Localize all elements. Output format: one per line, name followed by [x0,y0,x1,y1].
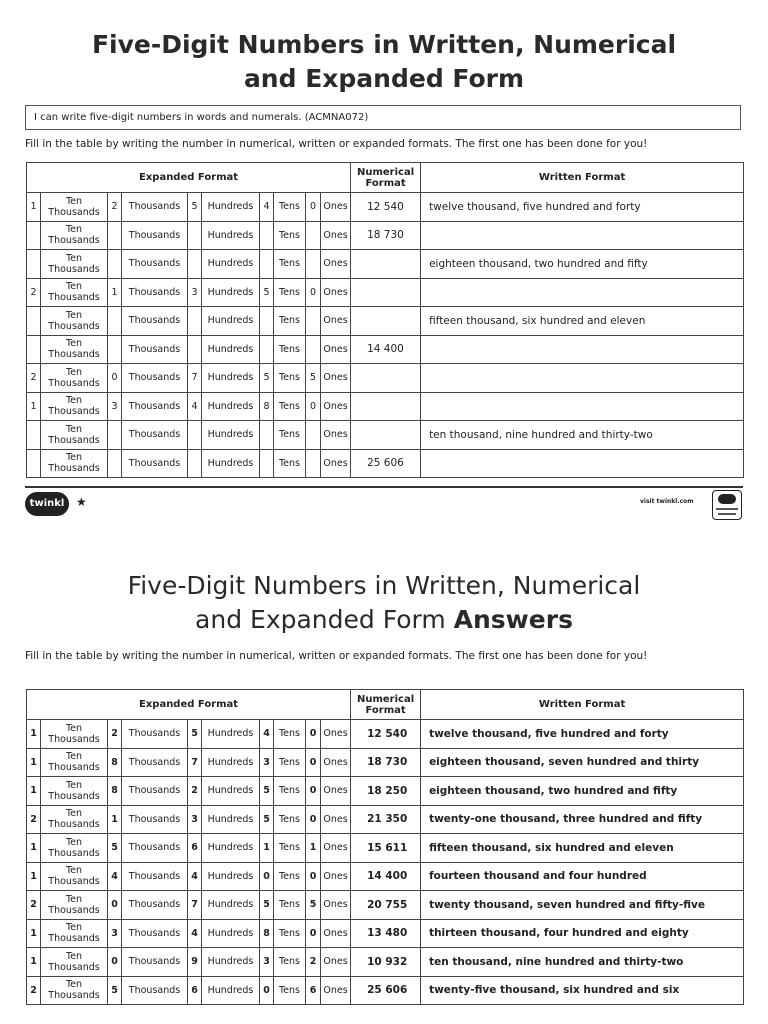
tens-digit-cell[interactable]: 0 [260,976,274,1005]
hundreds-label: Hundreds [202,805,260,834]
ones-digit-cell[interactable]: 5 [306,891,321,920]
hundreds-label: Hundreds [202,834,260,863]
tens-digit-cell[interactable]: 5 [260,891,274,920]
hundreds-digit-cell[interactable] [188,335,202,364]
answers-expanded-format-header: Expanded Format [27,690,351,720]
tens-digit-cell[interactable]: 8 [260,919,274,948]
numerical-format-cell[interactable]: 10 932 [351,948,421,977]
tens-digit-cell[interactable] [260,250,274,279]
ones-label: Ones [321,862,351,891]
hundreds-label: Hundreds [202,250,260,279]
numerical-format-cell[interactable] [351,421,421,450]
thousands-digit-cell[interactable]: 1 [108,805,122,834]
hundreds-label: Hundreds [202,777,260,806]
ones-digit-cell[interactable]: 6 [306,976,321,1005]
hundreds-digit-cell[interactable] [188,221,202,250]
thousands-label: Thousands [122,307,188,336]
ten-thousands-label: Ten Thousands [41,976,108,1005]
tens-label: Tens [274,720,306,749]
ones-label: Ones [321,891,351,920]
thousands-digit-cell[interactable] [108,449,122,478]
ten-thousands-label: Ten Thousands [41,278,108,307]
thousands-label: Thousands [122,392,188,421]
thousands-label: Thousands [122,364,188,393]
thousands-digit-cell[interactable]: 2 [108,720,122,749]
thousands-digit-cell[interactable] [108,250,122,279]
tens-label: Tens [274,364,306,393]
twinkl-logo: twinkl [25,492,69,516]
written-format-cell[interactable] [421,335,744,364]
tens-label: Tens [274,777,306,806]
ones-label: Ones [321,805,351,834]
written-format-cell[interactable]: fifteen thousand, six hundred and eleven [421,834,744,863]
tens-label: Tens [274,449,306,478]
ten-thousands-label: Ten Thousands [41,250,108,279]
hundreds-digit-cell[interactable] [188,307,202,336]
numerical-format-cell[interactable]: 15 611 [351,834,421,863]
ten-thousands-label: Ten Thousands [41,777,108,806]
hundreds-label: Hundreds [202,307,260,336]
table-row [27,278,744,307]
ones-label: Ones [321,221,351,250]
ones-label: Ones [321,278,351,307]
worksheet-title [0,28,768,96]
thousands-label: Thousands [122,193,188,222]
ten-thousands-digit-cell[interactable]: 1 [27,834,41,863]
ones-digit-cell[interactable] [306,449,321,478]
table-row [27,777,744,806]
answers-table [26,689,744,1005]
instructions: Fill in the table by writing the number in numerical, written or expanded formats. The first one has been done for you! [25,138,648,150]
ones-digit-cell[interactable]: 0 [306,720,321,749]
written-format-cell[interactable]: fifteen thousand, six hundred and eleven [421,307,744,336]
tens-label: Tens [274,919,306,948]
hundreds-digit-cell[interactable]: 6 [188,976,202,1005]
ones-label: Ones [321,720,351,749]
ten-thousands-label: Ten Thousands [41,193,108,222]
tens-digit-cell[interactable]: 5 [260,805,274,834]
ones-label: Ones [321,919,351,948]
hundreds-digit-cell[interactable]: 5 [188,720,202,749]
written-format-cell[interactable] [421,221,744,250]
thousands-digit-cell[interactable]: 2 [108,193,122,222]
hundreds-digit-cell[interactable] [188,250,202,279]
written-format-cell[interactable]: ten thousand, nine hundred and thirty-two [421,948,744,977]
hundreds-digit-cell[interactable]: 4 [188,392,202,421]
table-row [27,834,744,863]
thousands-label: Thousands [122,335,188,364]
answers-page [0,560,768,1024]
tens-digit-cell[interactable]: 1 [260,834,274,863]
hundreds-label: Hundreds [202,449,260,478]
hundreds-label: Hundreds [202,862,260,891]
written-format-cell[interactable]: ten thousand, nine hundred and thirty-two [421,421,744,450]
tens-digit-cell[interactable] [260,221,274,250]
ones-label: Ones [321,250,351,279]
tens-label: Tens [274,221,306,250]
title-line-2: and Expanded Form [243,64,525,93]
table-row [27,364,744,393]
ten-thousands-digit-cell[interactable] [27,221,41,250]
ones-label: Ones [321,748,351,777]
tens-digit-cell[interactable] [260,335,274,364]
written-format-cell[interactable]: twenty-one thousand, three hundred and fifty [421,805,744,834]
hundreds-label: Hundreds [202,221,260,250]
ten-thousands-digit-cell[interactable]: 1 [27,748,41,777]
ten-thousands-digit-cell[interactable] [27,449,41,478]
table-row [27,193,744,222]
tens-digit-cell[interactable]: 4 [260,720,274,749]
written-format-cell[interactable] [421,364,744,393]
table-row [27,862,744,891]
thousands-digit-cell[interactable] [108,221,122,250]
ones-label: Ones [321,307,351,336]
ten-thousands-digit-cell[interactable]: 2 [27,278,41,307]
tens-digit-cell[interactable]: 8 [260,392,274,421]
written-format-cell[interactable]: eighteen thousand, seven hundred and thirty [421,748,744,777]
ten-thousands-digit-cell[interactable]: 1 [27,392,41,421]
written-format-cell[interactable] [421,392,744,421]
answers-instructions: Fill in the table by writing the number in numerical, written or expanded formats. The first one has been done for you! [25,650,648,662]
ones-label: Ones [321,976,351,1005]
ten-thousands-label: Ten Thousands [41,805,108,834]
ones-digit-cell[interactable]: 1 [306,834,321,863]
ten-thousands-digit-cell[interactable]: 1 [27,777,41,806]
thousands-label: Thousands [122,891,188,920]
written-format-cell[interactable]: eighteen thousand, two hundred and fifty [421,250,744,279]
hundreds-digit-cell[interactable]: 4 [188,862,202,891]
tens-digit-cell[interactable]: 3 [260,748,274,777]
worksheet-table [26,162,744,478]
thousands-digit-cell[interactable] [108,307,122,336]
tens-label: Tens [274,421,306,450]
table-row [27,221,744,250]
ones-digit-cell[interactable] [306,335,321,364]
tens-digit-cell[interactable]: 5 [260,777,274,806]
ten-thousands-label: Ten Thousands [41,421,108,450]
tens-digit-cell[interactable]: 5 [260,364,274,393]
ten-thousands-label: Ten Thousands [41,948,108,977]
thousands-digit-cell[interactable]: 5 [108,834,122,863]
ones-digit-cell[interactable]: 0 [306,919,321,948]
table-row [27,307,744,336]
tens-label: Tens [274,976,306,1005]
written-format-cell[interactable] [421,278,744,307]
thousands-digit-cell[interactable]: 3 [108,392,122,421]
written-format-cell[interactable]: twelve thousand, five hundred and forty [421,193,744,222]
ones-digit-cell[interactable]: 5 [306,364,321,393]
ten-thousands-label: Ten Thousands [41,307,108,336]
numerical-format-cell[interactable]: 13 480 [351,919,421,948]
tens-label: Tens [274,891,306,920]
numerical-format-cell[interactable]: 21 350 [351,805,421,834]
hundreds-label: Hundreds [202,976,260,1005]
hundreds-digit-cell[interactable] [188,449,202,478]
tens-digit-cell[interactable] [260,307,274,336]
thousands-digit-cell[interactable]: 3 [108,919,122,948]
ones-label: Ones [321,193,351,222]
thousands-label: Thousands [122,421,188,450]
ones-label: Ones [321,449,351,478]
tens-digit-cell[interactable]: 3 [260,948,274,977]
answers-numerical-format-header: Numerical Format [351,690,421,720]
ten-thousands-digit-cell[interactable]: 2 [27,891,41,920]
tens-label: Tens [274,193,306,222]
ten-thousands-digit-cell[interactable] [27,421,41,450]
table-row [27,891,744,920]
numerical-format-cell[interactable]: 12 540 [351,193,421,222]
table-row [27,335,744,364]
tens-label: Tens [274,862,306,891]
learning-objective: I can write five-digit numbers in words and numerals. (ACMNA072) [25,105,741,130]
hundreds-label: Hundreds [202,948,260,977]
thousands-digit-cell[interactable] [108,335,122,364]
ten-thousands-digit-cell[interactable]: 1 [27,862,41,891]
ten-thousands-digit-cell[interactable] [27,335,41,364]
thousands-digit-cell[interactable]: 8 [108,777,122,806]
hundreds-label: Hundreds [202,364,260,393]
numerical-format-cell[interactable]: 25 606 [351,449,421,478]
ones-digit-cell[interactable]: 0 [306,193,321,222]
thousands-label: Thousands [122,748,188,777]
footer-rule [25,486,743,488]
hundreds-digit-cell[interactable]: 7 [188,748,202,777]
thousands-digit-cell[interactable]: 0 [108,891,122,920]
tens-digit-cell[interactable] [260,449,274,478]
ten-thousands-label: Ten Thousands [41,335,108,364]
title-line-1: Five-Digit Numbers in Written, Numerical [91,30,677,59]
ten-thousands-label: Ten Thousands [41,834,108,863]
written-format-cell[interactable]: twenty-five thousand, six hundred and six [421,976,744,1005]
thousands-label: Thousands [122,834,188,863]
answers-title [0,569,768,637]
ten-thousands-label: Ten Thousands [41,364,108,393]
ones-label: Ones [321,335,351,364]
hundreds-digit-cell[interactable]: 3 [188,278,202,307]
hundreds-digit-cell[interactable] [188,421,202,450]
ones-label: Ones [321,948,351,977]
tens-label: Tens [274,307,306,336]
ones-label: Ones [321,364,351,393]
ten-thousands-label: Ten Thousands [41,862,108,891]
tens-label: Tens [274,748,306,777]
ones-label: Ones [321,834,351,863]
hundreds-label: Hundreds [202,919,260,948]
thousands-label: Thousands [122,278,188,307]
ten-thousands-label: Ten Thousands [41,449,108,478]
hundreds-digit-cell[interactable]: 2 [188,777,202,806]
ten-thousands-digit-cell[interactable]: 1 [27,720,41,749]
quality-badge-icon [712,490,742,520]
hundreds-label: Hundreds [202,392,260,421]
hundreds-label: Hundreds [202,891,260,920]
numerical-format-cell[interactable]: 14 400 [351,862,421,891]
ones-digit-cell[interactable]: 0 [306,392,321,421]
thousands-digit-cell[interactable]: 5 [108,976,122,1005]
ones-label: Ones [321,421,351,450]
table-row [27,948,744,977]
tens-label: Tens [274,335,306,364]
hundreds-digit-cell[interactable]: 4 [188,919,202,948]
hundreds-digit-cell[interactable]: 9 [188,948,202,977]
tens-label: Tens [274,392,306,421]
hundreds-digit-cell[interactable]: 7 [188,891,202,920]
ones-label: Ones [321,392,351,421]
thousands-digit-cell[interactable]: 0 [108,364,122,393]
tens-label: Tens [274,834,306,863]
numerical-format-cell[interactable]: 18 730 [351,748,421,777]
written-format-cell[interactable]: twenty thousand, seven hundred and fifty-five [421,891,744,920]
ones-digit-cell[interactable]: 0 [306,748,321,777]
answers-title-suffix: Answers [453,605,573,634]
table-row [27,919,744,948]
numerical-format-cell[interactable]: 20 755 [351,891,421,920]
hundreds-label: Hundreds [202,421,260,450]
thousands-digit-cell[interactable]: 4 [108,862,122,891]
table-row [27,976,744,1005]
ones-digit-cell[interactable]: 0 [306,862,321,891]
tens-digit-cell[interactable] [260,421,274,450]
table-row [27,805,744,834]
thousands-label: Thousands [122,720,188,749]
thousands-label: Thousands [122,449,188,478]
ones-digit-cell[interactable] [306,250,321,279]
ten-thousands-label: Ten Thousands [41,392,108,421]
ten-thousands-digit-cell[interactable]: 2 [27,976,41,1005]
written-format-cell[interactable] [421,449,744,478]
table-row [27,392,744,421]
ones-digit-cell[interactable]: 2 [306,948,321,977]
tens-label: Tens [274,805,306,834]
written-format-cell[interactable]: eighteen thousand, two hundred and fifty [421,777,744,806]
written-format-header: Written Format [421,163,744,193]
hundreds-label: Hundreds [202,720,260,749]
tens-digit-cell[interactable]: 5 [260,278,274,307]
numerical-format-cell[interactable] [351,250,421,279]
numerical-format-cell[interactable]: 18 250 [351,777,421,806]
ten-thousands-label: Ten Thousands [41,748,108,777]
numerical-format-cell[interactable] [351,307,421,336]
ones-digit-cell[interactable] [306,221,321,250]
ten-thousands-digit-cell[interactable] [27,307,41,336]
hundreds-label: Hundreds [202,278,260,307]
thousands-label: Thousands [122,805,188,834]
tens-label: Tens [274,250,306,279]
hundreds-label: Hundreds [202,335,260,364]
thousands-digit-cell[interactable]: 8 [108,748,122,777]
ten-thousands-label: Ten Thousands [41,720,108,749]
expanded-format-header: Expanded Format [27,163,351,193]
tens-digit-cell[interactable]: 4 [260,193,274,222]
thousands-label: Thousands [122,976,188,1005]
thousands-label: Thousands [122,919,188,948]
table-row [27,421,744,450]
thousands-label: Thousands [122,862,188,891]
ten-thousands-digit-cell[interactable]: 2 [27,364,41,393]
written-format-cell[interactable]: thirteen thousand, four hundred and eighty [421,919,744,948]
written-format-cell[interactable]: twelve thousand, five hundred and forty [421,720,744,749]
visit-link[interactable]: visit twinkl.com [640,498,694,505]
table-row [27,720,744,749]
written-format-cell[interactable]: fourteen thousand and four hundred [421,862,744,891]
numerical-format-cell[interactable] [351,392,421,421]
thousands-label: Thousands [122,250,188,279]
ones-digit-cell[interactable]: 0 [306,805,321,834]
ten-thousands-digit-cell[interactable]: 1 [27,193,41,222]
hundreds-label: Hundreds [202,193,260,222]
tens-label: Tens [274,948,306,977]
numerical-format-header: Numerical Format [351,163,421,193]
numerical-format-cell[interactable] [351,364,421,393]
answers-title-line-2: and Expanded Form [195,605,446,634]
ten-thousands-label: Ten Thousands [41,221,108,250]
star-icon: ★ [76,495,87,509]
tens-label: Tens [274,278,306,307]
numerical-format-cell[interactable] [351,278,421,307]
ones-digit-cell[interactable] [306,307,321,336]
ten-thousands-digit-cell[interactable]: 1 [27,948,41,977]
numerical-format-cell[interactable]: 18 730 [351,221,421,250]
numerical-format-cell[interactable]: 14 400 [351,335,421,364]
ones-digit-cell[interactable]: 0 [306,777,321,806]
ten-thousands-digit-cell[interactable]: 2 [27,805,41,834]
ones-digit-cell[interactable] [306,421,321,450]
hundreds-digit-cell[interactable]: 7 [188,364,202,393]
thousands-label: Thousands [122,948,188,977]
thousands-label: Thousands [122,221,188,250]
thousands-digit-cell[interactable]: 1 [108,278,122,307]
numerical-format-cell[interactable]: 25 606 [351,976,421,1005]
thousands-label: Thousands [122,777,188,806]
answers-title-line-1: Five-Digit Numbers in Written, Numerical [127,571,641,600]
numerical-format-cell[interactable]: 12 540 [351,720,421,749]
ten-thousands-digit-cell[interactable]: 1 [27,919,41,948]
ten-thousands-digit-cell[interactable] [27,250,41,279]
ones-label: Ones [321,777,351,806]
table-row [27,449,744,478]
ten-thousands-label: Ten Thousands [41,891,108,920]
table-row [27,748,744,777]
tens-digit-cell[interactable]: 0 [260,862,274,891]
ten-thousands-label: Ten Thousands [41,919,108,948]
hundreds-digit-cell[interactable]: 3 [188,805,202,834]
ones-digit-cell[interactable]: 0 [306,278,321,307]
hundreds-digit-cell[interactable]: 6 [188,834,202,863]
table-row [27,250,744,279]
hundreds-digit-cell[interactable]: 5 [188,193,202,222]
hundreds-label: Hundreds [202,748,260,777]
answers-written-format-header: Written Format [421,690,744,720]
thousands-digit-cell[interactable]: 0 [108,948,122,977]
thousands-digit-cell[interactable] [108,421,122,450]
